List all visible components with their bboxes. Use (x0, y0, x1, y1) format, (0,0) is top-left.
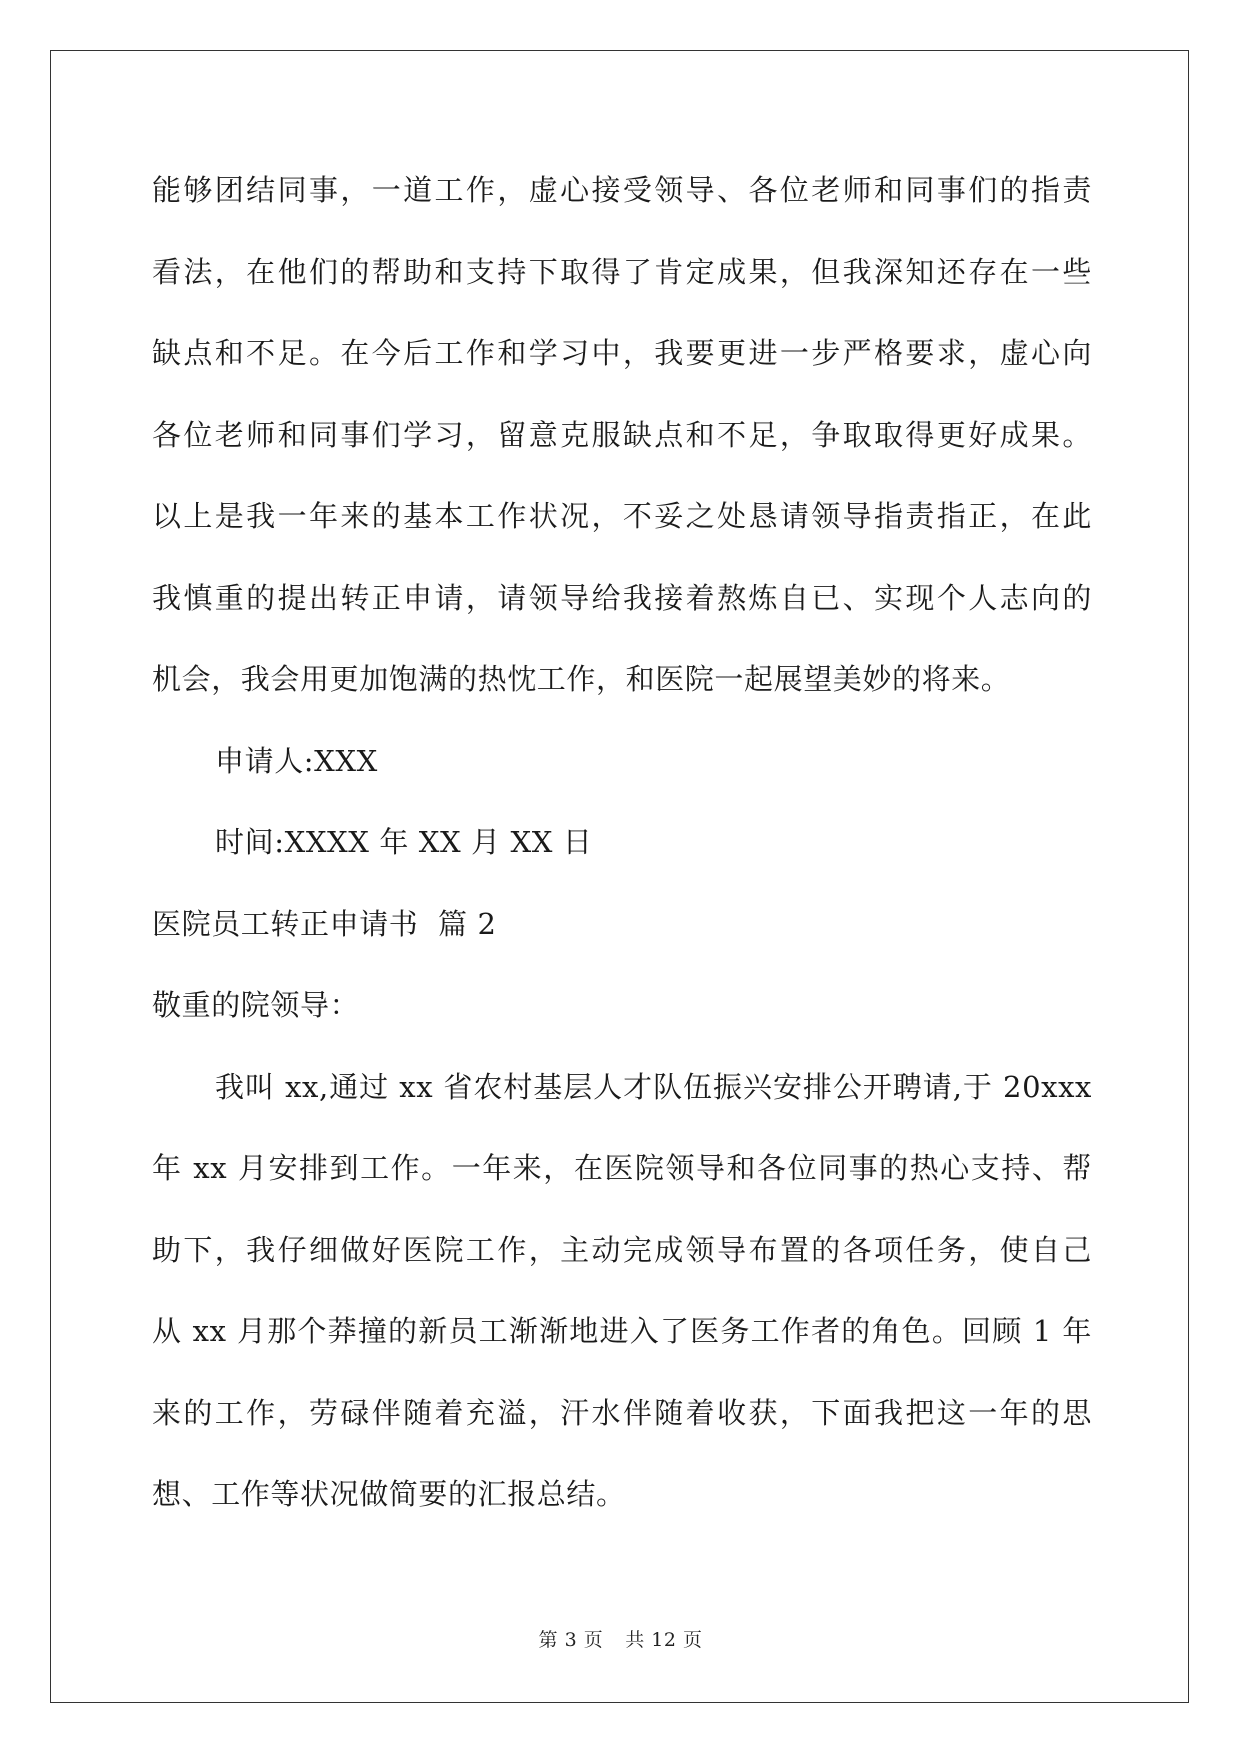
body-line: 想、工作等状况做简要的汇报总结。 (152, 1477, 626, 1511)
body-line: 机会，我会用更加饱满的热忱工作，和医院一起展望美妙的将来。 (152, 662, 1011, 696)
body-line: 能够团结同事，一道工作，虚心接受领导、各位老师和同事们的指责 (152, 173, 1092, 207)
document-body (152, 150, 1092, 1536)
body-line: 看法，在他们的帮助和支持下取得了肯定成果，但我深知还存在一些 (152, 254, 1092, 289)
page-number: 第 3 页 (538, 1629, 604, 1651)
application-date: 时间:XXXX 年 XX 月 XX 日 (215, 825, 593, 859)
body-line: 助下，我仔细做好医院工作，主动完成领导布置的各项任务，使自己 (152, 1232, 1092, 1267)
applicant-signature: 申请人:XXX (215, 743, 378, 778)
body-line: 各位老师和同事们学习，留意克服缺点和不足，争取取得更好成果。 (152, 417, 1092, 452)
body-line: 我慎重的提出转正申请，请领导给我接着熬炼自已、实现个人志向的 (152, 580, 1092, 615)
body-line: 缺点和不足。在今后工作和学习中，我要更进一步严格要求，虚心向 (152, 336, 1092, 370)
section-title: 医院员工转正申请书 篇 2 (152, 906, 497, 941)
body-line: 年 xx 月安排到工作。一年来，在医院领导和各位同事的热心支持、帮 (152, 1151, 1092, 1185)
body-line: 来的工作，劳碌伴随着充溢，汗水伴随着收获，下面我把这一年的思 (152, 1395, 1092, 1430)
body-line: 我叫 xx,通过 xx 省农村基层人才队伍振兴安排公开聘请,于 20xxx (215, 1069, 1092, 1104)
body-line: 从 xx 月那个莽撞的新员工渐渐地进入了医务工作者的角色。回顾 1 年 (152, 1314, 1092, 1348)
page-footer (0, 1625, 1241, 1652)
body-line: 以上是我一年来的基本工作状况，不妥之处恳请领导指责指正，在此 (152, 499, 1092, 533)
page-total: 共 12 页 (625, 1629, 703, 1651)
salutation: 敬重的院领导： (152, 988, 360, 1022)
